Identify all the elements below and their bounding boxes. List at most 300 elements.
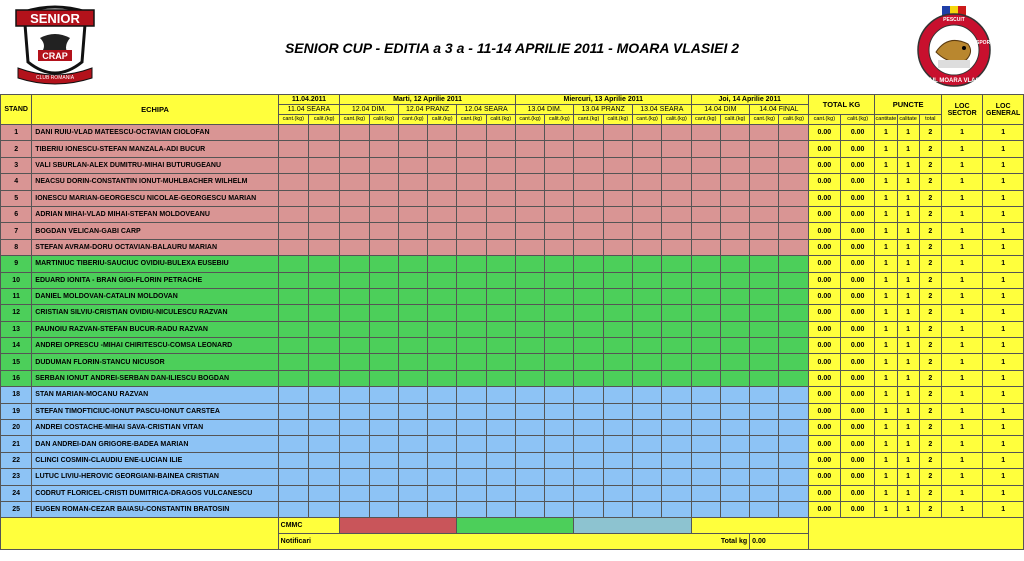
cell-session [691, 321, 720, 337]
cell-session [398, 125, 427, 141]
subheader-cant: cant.(kg) [278, 115, 308, 125]
cell-puncte-calitate: 1 [897, 436, 919, 452]
cell-session [720, 223, 749, 239]
cell-session [574, 403, 603, 419]
cell-session [662, 206, 691, 222]
swatch-red [340, 518, 457, 534]
cell-puncte-cantitate: 1 [875, 157, 897, 173]
cell-puncte-cantitate: 1 [875, 501, 897, 517]
cell-session [603, 190, 632, 206]
cell-session [278, 190, 308, 206]
cell-total-cant: 0.00 [808, 370, 840, 386]
cell-puncte-cantitate: 1 [875, 370, 897, 386]
cell-puncte-total: 2 [919, 321, 941, 337]
cell-session [750, 354, 779, 370]
cell-session [308, 190, 339, 206]
cell-total-calit: 0.00 [840, 354, 874, 370]
cell-puncte-cantitate: 1 [875, 469, 897, 485]
footer-notificari [278, 534, 749, 550]
session-header: 14.04 FINAL [750, 105, 809, 115]
cell-session [779, 354, 808, 370]
cell-session [486, 288, 515, 304]
cell-total-calit: 0.00 [840, 206, 874, 222]
cell-session [720, 272, 749, 288]
cell-team: VALI SBURLAN-ALEX DUMITRU-MIHAI BUTURUGEANU [32, 157, 278, 173]
cell-session [308, 485, 339, 501]
cell-session [428, 370, 457, 386]
cell-stand: 24 [1, 485, 32, 501]
session-header: 14.04 DIM [691, 105, 750, 115]
cell-session [278, 223, 308, 239]
cell-stand: 4 [1, 174, 32, 190]
cell-session [428, 190, 457, 206]
cell-session [515, 436, 544, 452]
cell-session [398, 452, 427, 468]
cell-session [278, 288, 308, 304]
cell-session [340, 141, 369, 157]
cell-session [486, 403, 515, 419]
cell-session [340, 174, 369, 190]
cell-session [278, 125, 308, 141]
cell-session [486, 305, 515, 321]
cell-team: CLINCI COSMIN-CLAUDIU ENE-LUCIAN ILIE [32, 452, 278, 468]
cell-puncte-cantitate: 1 [875, 190, 897, 206]
cell-session [574, 239, 603, 255]
cell-session [720, 239, 749, 255]
cell-loc-sector: 1 [941, 125, 982, 141]
cell-session [515, 338, 544, 354]
cell-puncte-cantitate: 1 [875, 141, 897, 157]
cell-session [603, 206, 632, 222]
cell-session [308, 354, 339, 370]
cell-puncte-cantitate: 1 [875, 305, 897, 321]
cell-session [308, 452, 339, 468]
cell-session [545, 305, 574, 321]
cell-session [574, 305, 603, 321]
cell-session [369, 469, 398, 485]
cell-session [398, 501, 427, 517]
cell-session [779, 288, 808, 304]
footer-blank-2 [691, 518, 808, 534]
cell-loc-general: 1 [983, 436, 1024, 452]
cell-session [574, 125, 603, 141]
cell-session [750, 256, 779, 272]
cell-session [457, 206, 486, 222]
col-loc-sector: LOC SECTOR [941, 95, 982, 125]
cell-session [398, 223, 427, 239]
cell-session [308, 370, 339, 386]
cell-session [486, 223, 515, 239]
cell-loc-sector: 1 [941, 141, 982, 157]
cell-session [603, 157, 632, 173]
cell-puncte-calitate: 1 [897, 469, 919, 485]
cell-session [632, 272, 661, 288]
cell-puncte-calitate: 1 [897, 272, 919, 288]
table-row [1, 125, 1024, 141]
cell-loc-general: 1 [983, 485, 1024, 501]
cell-team: CRISTIAN SILVIU-CRISTIAN OVIDIU-NICULESCU RAZVAN [32, 305, 278, 321]
cell-session [779, 485, 808, 501]
cell-session [662, 354, 691, 370]
cell-session [720, 256, 749, 272]
cell-session [308, 288, 339, 304]
cell-session [428, 338, 457, 354]
cell-team: CODRUT FLORICEL-CRISTI DUMITRICA-DRAGOS VULCANESCU [32, 485, 278, 501]
cell-session [457, 354, 486, 370]
cell-session [574, 321, 603, 337]
cell-session [278, 387, 308, 403]
cell-session [398, 288, 427, 304]
col-puncte: PUNCTE [875, 95, 942, 115]
cell-session [486, 141, 515, 157]
subheader-calit: calit.(kg) [428, 115, 457, 125]
session-header: 13.04 DIM. [515, 105, 574, 115]
cell-session [278, 485, 308, 501]
cell-session [662, 420, 691, 436]
cell-session [486, 239, 515, 255]
cell-session [515, 239, 544, 255]
notificari-label: Notificari [280, 538, 311, 546]
cell-session [779, 272, 808, 288]
subheader-calit: calit.(kg) [486, 115, 515, 125]
cell-total-cant: 0.00 [808, 272, 840, 288]
day-header-4: Joi, 14 Aprilie 2011 [691, 95, 808, 105]
cell-session [632, 157, 661, 173]
cell-session [515, 157, 544, 173]
cell-session [632, 370, 661, 386]
cell-session [662, 239, 691, 255]
cell-session [720, 452, 749, 468]
cell-session [278, 501, 308, 517]
total-kg-value: 0.00 [750, 534, 809, 550]
cell-puncte-cantitate: 1 [875, 354, 897, 370]
cell-session [340, 305, 369, 321]
cell-session [340, 157, 369, 173]
cell-loc-sector: 1 [941, 469, 982, 485]
cell-session [515, 370, 544, 386]
cell-session [545, 125, 574, 141]
cell-session [632, 420, 661, 436]
cell-session [545, 469, 574, 485]
cell-total-cant: 0.00 [808, 190, 840, 206]
cell-session [545, 157, 574, 173]
cell-session [779, 239, 808, 255]
cell-session [603, 272, 632, 288]
cell-puncte-cantitate: 1 [875, 223, 897, 239]
col-stand: STAND [1, 95, 32, 125]
cell-session [457, 436, 486, 452]
cell-session [278, 420, 308, 436]
cell-session [398, 141, 427, 157]
cell-session [457, 501, 486, 517]
subheader-calit: calit.(kg) [369, 115, 398, 125]
cell-session [340, 272, 369, 288]
cell-session [574, 452, 603, 468]
cell-session [515, 354, 544, 370]
cell-session [603, 370, 632, 386]
cell-puncte-total: 2 [919, 141, 941, 157]
page-header [0, 0, 1024, 94]
cell-session [515, 125, 544, 141]
cell-session [457, 125, 486, 141]
cell-stand: 22 [1, 452, 32, 468]
cell-session [545, 370, 574, 386]
table-row [1, 452, 1024, 468]
cell-session [428, 141, 457, 157]
cell-session [340, 206, 369, 222]
cell-session [515, 469, 544, 485]
table-row [1, 206, 1024, 222]
cell-loc-sector: 1 [941, 239, 982, 255]
cell-puncte-total: 2 [919, 190, 941, 206]
cell-puncte-cantitate: 1 [875, 239, 897, 255]
cell-session [574, 272, 603, 288]
cell-puncte-calitate: 1 [897, 354, 919, 370]
cell-session [428, 256, 457, 272]
cell-loc-general: 1 [983, 305, 1024, 321]
cell-session [779, 321, 808, 337]
cell-session [308, 256, 339, 272]
cell-stand: 20 [1, 420, 32, 436]
col-loc-general: LOC GENERAL [983, 95, 1024, 125]
cell-session [720, 469, 749, 485]
day-header-3: Miercuri, 13 Aprilie 2011 [515, 95, 691, 105]
cell-session [486, 256, 515, 272]
cell-session [340, 452, 369, 468]
cell-session [691, 223, 720, 239]
cell-session [750, 272, 779, 288]
cell-session [545, 256, 574, 272]
cell-total-cant: 0.00 [808, 174, 840, 190]
cell-session [545, 420, 574, 436]
cell-session [428, 321, 457, 337]
cell-loc-general: 1 [983, 125, 1024, 141]
cell-loc-general: 1 [983, 452, 1024, 468]
cell-session [340, 354, 369, 370]
cell-puncte-cantitate: 1 [875, 206, 897, 222]
cell-session [278, 206, 308, 222]
cell-session [750, 403, 779, 419]
cell-total-cant: 0.00 [808, 485, 840, 501]
cell-puncte-total: 2 [919, 239, 941, 255]
cell-session [398, 403, 427, 419]
logo-right-top: PESCUIT [943, 17, 965, 23]
cell-total-calit: 0.00 [840, 141, 874, 157]
cell-session [486, 190, 515, 206]
cell-session [278, 239, 308, 255]
cell-puncte-calitate: 1 [897, 501, 919, 517]
cell-session [308, 157, 339, 173]
cell-session [632, 239, 661, 255]
cell-session [603, 403, 632, 419]
cell-session [457, 223, 486, 239]
cell-session [632, 305, 661, 321]
cell-total-calit: 0.00 [840, 403, 874, 419]
cell-session [545, 387, 574, 403]
cell-session [457, 420, 486, 436]
cell-session [369, 256, 398, 272]
cell-session [691, 501, 720, 517]
cell-total-calit: 0.00 [840, 239, 874, 255]
cell-session [691, 305, 720, 321]
cell-session [515, 420, 544, 436]
cell-session [691, 370, 720, 386]
cell-total-calit: 0.00 [840, 190, 874, 206]
cell-session [720, 321, 749, 337]
cell-session [457, 141, 486, 157]
cell-session [632, 288, 661, 304]
cell-session [691, 338, 720, 354]
cell-loc-sector: 1 [941, 403, 982, 419]
cell-stand: 9 [1, 256, 32, 272]
cell-stand: 10 [1, 272, 32, 288]
subheader-cant: cant.(kg) [574, 115, 603, 125]
cell-session [308, 501, 339, 517]
cell-team: IONESCU MARIAN-GEORGESCU NICOLAE-GEORGESCU MARIAN [32, 190, 278, 206]
session-header: 12.04 SEARA [457, 105, 516, 115]
cell-total-calit: 0.00 [840, 387, 874, 403]
cell-session [603, 321, 632, 337]
cell-session [691, 174, 720, 190]
cell-session [779, 420, 808, 436]
cell-session [545, 452, 574, 468]
cell-total-calit: 0.00 [840, 420, 874, 436]
cell-session [369, 420, 398, 436]
cell-session [486, 272, 515, 288]
table-row [1, 305, 1024, 321]
cell-puncte-calitate: 1 [897, 305, 919, 321]
cell-session [308, 436, 339, 452]
cell-session [603, 256, 632, 272]
table-row [1, 288, 1024, 304]
cell-session [662, 174, 691, 190]
cell-session [457, 157, 486, 173]
day-header-1: 11.04.2011 [278, 95, 340, 105]
cell-total-calit: 0.00 [840, 501, 874, 517]
cell-total-cant: 0.00 [808, 338, 840, 354]
cell-session [545, 272, 574, 288]
cell-session [603, 239, 632, 255]
cell-team: STAN MARIAN-MOCANU RAZVAN [32, 387, 278, 403]
cell-session [574, 174, 603, 190]
cell-session [632, 501, 661, 517]
cell-session [428, 436, 457, 452]
cell-session [662, 321, 691, 337]
cell-session [398, 354, 427, 370]
cell-session [515, 190, 544, 206]
cell-puncte-calitate: 1 [897, 288, 919, 304]
cell-session [545, 190, 574, 206]
cell-session [779, 256, 808, 272]
cell-session [545, 206, 574, 222]
cell-session [574, 338, 603, 354]
cell-session [486, 206, 515, 222]
cell-session [369, 321, 398, 337]
cell-puncte-total: 2 [919, 501, 941, 517]
cell-session [779, 370, 808, 386]
cell-session [574, 436, 603, 452]
cell-session [486, 485, 515, 501]
cell-session [632, 174, 661, 190]
cell-session [720, 370, 749, 386]
cell-session [369, 305, 398, 321]
cell-session [515, 305, 544, 321]
table-row [1, 501, 1024, 517]
cell-session [515, 174, 544, 190]
cell-loc-general: 1 [983, 157, 1024, 173]
cell-session [308, 141, 339, 157]
cell-session [720, 485, 749, 501]
cell-session [632, 223, 661, 239]
table-row [1, 387, 1024, 403]
cell-session [691, 436, 720, 452]
cell-session [428, 485, 457, 501]
cell-session [340, 223, 369, 239]
cell-session [545, 354, 574, 370]
cell-puncte-calitate: 1 [897, 338, 919, 354]
cell-session [779, 501, 808, 517]
subheader-cant: cant.(kg) [750, 115, 779, 125]
cell-session [308, 469, 339, 485]
cell-session [779, 305, 808, 321]
cell-session [428, 420, 457, 436]
table-row [1, 469, 1024, 485]
cell-session [574, 469, 603, 485]
cell-total-cant: 0.00 [808, 206, 840, 222]
cell-session [428, 272, 457, 288]
cell-session [369, 387, 398, 403]
cell-puncte-calitate: 1 [897, 420, 919, 436]
footer-cmmc: CMMC [278, 518, 340, 534]
subheader-calit: calit.(kg) [308, 115, 339, 125]
cell-session [457, 305, 486, 321]
cell-puncte-total: 2 [919, 485, 941, 501]
cell-session [308, 272, 339, 288]
cell-loc-sector: 1 [941, 420, 982, 436]
col-total-kg: TOTAL KG [808, 95, 875, 115]
cell-session [340, 125, 369, 141]
cell-team: ADRIAN MIHAI-VLAD MIHAI-STEFAN MOLDOVEANU [32, 206, 278, 222]
cell-session [428, 501, 457, 517]
cell-total-calit: 0.00 [840, 452, 874, 468]
cell-session [278, 403, 308, 419]
cell-session [486, 469, 515, 485]
cell-session [457, 190, 486, 206]
cell-session [720, 436, 749, 452]
cell-stand: 23 [1, 469, 32, 485]
cell-total-cant: 0.00 [808, 354, 840, 370]
cell-team: DANIEL MOLDOVAN-CATALIN MOLDOVAN [32, 288, 278, 304]
cell-puncte-total: 2 [919, 370, 941, 386]
cell-session [369, 125, 398, 141]
cell-session [632, 354, 661, 370]
cell-session [398, 174, 427, 190]
cell-stand: 18 [1, 387, 32, 403]
cell-session [662, 501, 691, 517]
cell-team: LUTUC LIVIU-HEROVIC GEORGIANI-BAINEA CRISTIAN [32, 469, 278, 485]
cell-session [457, 452, 486, 468]
cell-session [603, 223, 632, 239]
cell-session [662, 125, 691, 141]
cell-session [398, 370, 427, 386]
day-header-2: Marti, 12 Aprilie 2011 [340, 95, 516, 105]
cell-session [369, 272, 398, 288]
cell-session [398, 338, 427, 354]
cell-session [603, 141, 632, 157]
cell-loc-general: 1 [983, 403, 1024, 419]
cell-session [515, 272, 544, 288]
cell-session [574, 190, 603, 206]
